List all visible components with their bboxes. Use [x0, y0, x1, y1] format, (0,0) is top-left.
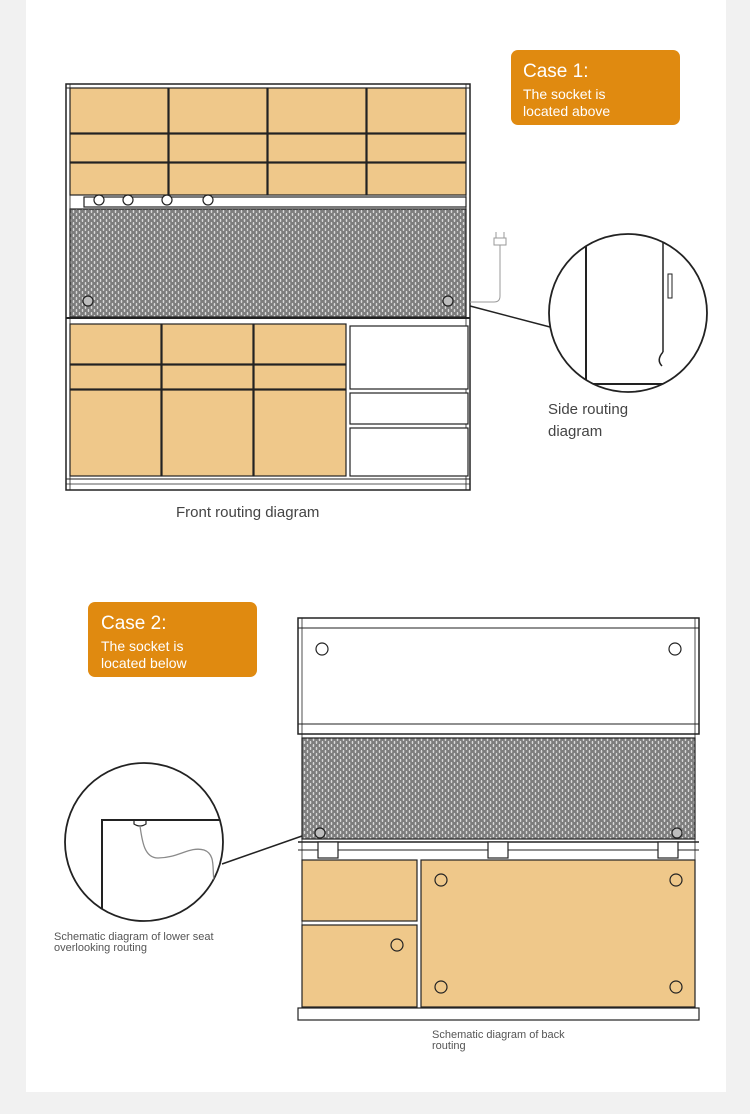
side-routing-caption-line1: Side routing — [548, 401, 629, 418]
case2-title: Case 2: — [101, 613, 167, 634]
back-routing-caption-line1: Schematic diagram of back — [432, 1029, 565, 1041]
case1-title: Case 1: — [523, 61, 589, 82]
back-lower-panels — [302, 860, 695, 1007]
lower-routing-caption-line2: overlooking routing — [54, 942, 147, 954]
front-routing-caption: Front routing diagram — [176, 504, 320, 521]
back-cabinet — [298, 618, 699, 1020]
lower-leader-line — [222, 836, 302, 864]
case1-body-line1: The socket is — [523, 86, 606, 102]
front-top-drawers — [70, 88, 466, 195]
back-pegboard — [302, 738, 695, 839]
front-cabinet — [66, 84, 470, 490]
lower-routing-caption-line1: Schematic diagram of lower seat — [54, 931, 214, 943]
front-white-drawers — [350, 326, 468, 476]
case2-badge — [88, 602, 257, 677]
front-cable — [470, 232, 506, 302]
back-routing-caption-line2: routing — [432, 1040, 466, 1052]
front-lower-doors — [70, 324, 346, 476]
lower-routing-caption — [54, 932, 214, 954]
socket-rail — [84, 197, 466, 207]
side-routing-caption — [548, 399, 628, 443]
front-pegboard — [70, 209, 466, 317]
case2-body-line1: The socket is — [101, 638, 184, 654]
case2-body-line2: located below — [101, 655, 187, 671]
side-leader-line — [470, 306, 550, 327]
side-routing-caption-line2: diagram — [548, 423, 603, 440]
back-routing-caption — [432, 1030, 565, 1052]
case1-body-line2: located above — [523, 103, 611, 119]
case1-badge — [511, 50, 680, 125]
lower-routing-detail — [65, 763, 230, 930]
side-routing-detail — [549, 230, 707, 392]
